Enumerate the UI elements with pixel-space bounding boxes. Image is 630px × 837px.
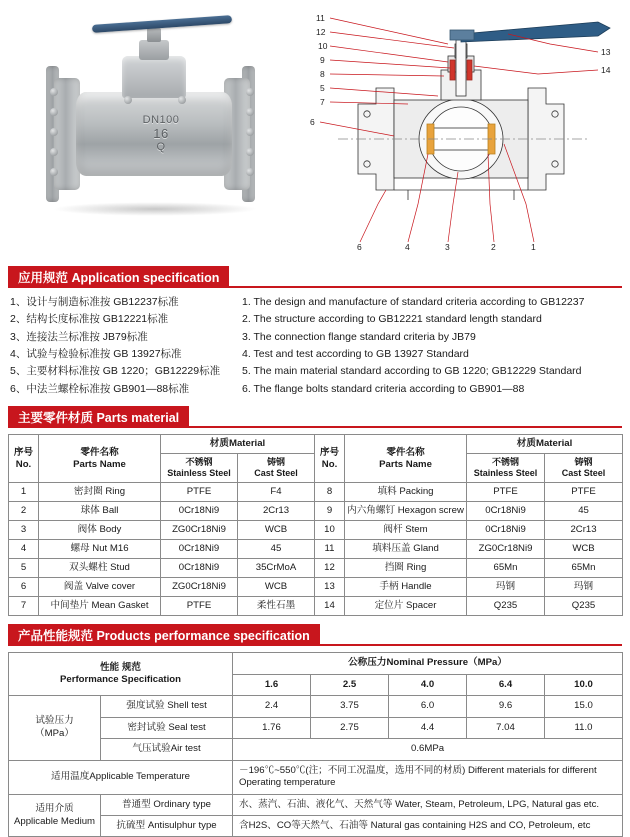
section-title-application: 应用规范 Application specification <box>8 266 229 288</box>
cell-no: 8 <box>315 483 345 502</box>
cell-no: 13 <box>315 578 345 597</box>
row-label-temperature: 适用温度Applicable Temperature <box>9 760 233 794</box>
svg-text:12: 12 <box>316 27 326 37</box>
cell-name: 中间垫片 Mean Gasket <box>39 597 161 616</box>
medium-type-antisulphur: 抗硫型 Antisulphur type <box>101 816 233 837</box>
list-item: 2. The structure according to GB12221 standard length standard <box>242 313 542 326</box>
table-row <box>9 717 623 738</box>
cell-cast: 2Cr13 <box>545 521 623 540</box>
svg-text:14: 14 <box>601 65 611 75</box>
table-row <box>9 794 623 815</box>
cell-name: 双头螺柱 Stud <box>39 559 161 578</box>
pressure-col-4: 6.4 <box>467 674 545 695</box>
list-item: 3、连接法兰标准按 JB79标准 <box>10 330 148 343</box>
medium-value-ordinary: 水、蒸汽、石油、液化气、天然气等 Water, Steam, Petroleum, LPG, Natural gas etc. <box>233 794 623 815</box>
pressure-col-5: 10.0 <box>545 674 623 695</box>
nominal-pressure-header: 公称压力Nominal Pressure（MPa） <box>233 653 623 674</box>
cell-value: 2.75 <box>311 717 389 738</box>
svg-text:4: 4 <box>405 242 410 252</box>
cell-temperature-value: －196℃~550℃(注；不同工况温度，选用不同的材质) Different materials for different Operating temperature <box>233 760 623 794</box>
cell-cast: 45 <box>238 540 315 559</box>
row-label-shell-test: 强度试验 Shell test <box>101 696 233 717</box>
cell-stainless: PTFE <box>161 597 238 616</box>
cell-stainless: ZG0Cr18Ni9 <box>161 578 238 597</box>
application-spec-body <box>10 294 620 398</box>
list-item: 3. The connection flange standard criteria by JB79 <box>242 330 476 343</box>
cutaway-svg <box>298 4 624 254</box>
cell-stainless: 0Cr18Ni9 <box>161 559 238 578</box>
table-row <box>9 483 623 502</box>
table-header-row <box>9 434 623 453</box>
cell-name: 阀盖 Valve cover <box>39 578 161 597</box>
cell-no: 2 <box>9 502 39 521</box>
list-item: 6. The flange bolts standard criteria according to GB901—88 <box>242 382 525 395</box>
cell-name: 手柄 Handle <box>345 578 467 597</box>
section-title-parts: 主要零件材质 Parts material <box>8 406 189 428</box>
cell-cast: 45 <box>545 502 623 521</box>
row-label-seal-test: 密封试验 Seal test <box>101 717 233 738</box>
table-row <box>9 760 623 794</box>
pressure-col-3: 4.0 <box>389 674 467 695</box>
svg-text:10: 10 <box>318 41 328 51</box>
cell-name: 挡圈 Ring <box>345 559 467 578</box>
cell-no: 5 <box>9 559 39 578</box>
performance-spec-header: 性能 规范 Performance Specification <box>9 653 233 696</box>
parts-material-table <box>8 434 623 616</box>
cell-no: 4 <box>9 540 39 559</box>
medium-value-antisulphur: 含H2S、CO等天然气、石油等 Natural gas containing H2S and CO, Petroleum, etc <box>233 816 623 837</box>
cell-value: 6.0 <box>389 696 467 717</box>
row-label-air-test: 气压试验Air test <box>101 739 233 760</box>
col-material-right: 材质Material <box>467 434 623 453</box>
cell-name: 填料压盖 Gland <box>345 540 467 559</box>
svg-text:11: 11 <box>316 13 325 23</box>
section-header-performance <box>8 624 622 646</box>
section-title-performance: 产品性能规范 Products performance specification <box>8 624 320 646</box>
section-header-parts <box>8 406 622 428</box>
cell-cast: 玛钢 <box>545 578 623 597</box>
cell-cast: 2Cr13 <box>238 502 315 521</box>
cell-name: 密封圈 Ring <box>39 483 161 502</box>
cell-stainless: ZG0Cr18Ni9 <box>161 521 238 540</box>
cell-stainless: 65Mn <box>467 559 545 578</box>
medium-type-ordinary: 普通型 Ordinary type <box>101 794 233 815</box>
cell-air-test-value: 0.6MPa <box>233 739 623 760</box>
application-spec-en-list <box>242 294 620 398</box>
cell-value: 1.76 <box>233 717 311 738</box>
cell-stainless: ZG0Cr18Ni9 <box>467 540 545 559</box>
list-item: 4. Test and test according to GB 13927 Standard <box>242 347 469 360</box>
svg-text:6: 6 <box>310 117 315 127</box>
cell-no: 9 <box>315 502 345 521</box>
table-row <box>9 540 623 559</box>
list-item: 5、主要材料标准按 GB 1220；GB12229标准 <box>10 365 221 378</box>
cell-value: 11.0 <box>545 717 623 738</box>
cell-cast: WCB <box>238 521 315 540</box>
table-row <box>9 739 623 760</box>
cell-cast: 柔性石墨 <box>238 597 315 616</box>
col-name-right: 零件名称 Parts Name <box>345 434 467 482</box>
svg-text:2: 2 <box>491 242 496 252</box>
table-row <box>9 597 623 616</box>
col-no-right: 序号 No. <box>315 434 345 482</box>
cell-name: 内六角螺钉 Hexagon screw <box>345 502 467 521</box>
cell-cast: F4 <box>238 483 315 502</box>
table-header-row <box>9 653 623 674</box>
svg-text:5: 5 <box>320 83 325 93</box>
col-name-left: 零件名称 Parts Name <box>39 434 161 482</box>
cell-stainless: 0Cr18Ni9 <box>467 502 545 521</box>
cell-value: 4.4 <box>389 717 467 738</box>
cell-cast: 35CrMoA <box>238 559 315 578</box>
ball-valve-cutaway-drawing <box>298 4 624 254</box>
col-cast-right: 铸钢 Cast Steel <box>545 453 623 483</box>
col-stainless-right: 不锈钢 Stainless Steel <box>467 453 545 483</box>
col-material-left: 材质Material <box>161 434 315 453</box>
cell-cast: PTFE <box>545 483 623 502</box>
cell-stainless: 0Cr18Ni9 <box>161 540 238 559</box>
cell-stainless: 玛钢 <box>467 578 545 597</box>
svg-text:3: 3 <box>445 242 450 252</box>
svg-text:1: 1 <box>531 242 536 252</box>
list-item: 6、中法兰螺栓标准按 GB901—88标准 <box>10 382 190 395</box>
list-item: 1、设计与制造标准按 GB12237标准 <box>10 296 179 308</box>
cell-value: 15.0 <box>545 696 623 717</box>
cell-stainless: 0Cr18Ni9 <box>161 502 238 521</box>
cell-name: 阀体 Body <box>39 521 161 540</box>
cell-stainless: PTFE <box>161 483 238 502</box>
pressure-col-1: 1.6 <box>233 674 311 695</box>
svg-text:9: 9 <box>320 55 325 65</box>
table-row <box>9 816 623 837</box>
svg-text:13: 13 <box>601 47 611 57</box>
cell-value: 7.04 <box>467 717 545 738</box>
svg-text:6: 6 <box>357 242 362 252</box>
cell-no: 1 <box>9 483 39 502</box>
svg-text:8: 8 <box>320 69 325 79</box>
cell-cast: Q235 <box>545 597 623 616</box>
cell-no: 10 <box>315 521 345 540</box>
cell-no: 7 <box>9 597 39 616</box>
cell-no: 12 <box>315 559 345 578</box>
cell-name: 阀杆 Stem <box>345 521 467 540</box>
col-stainless-left: 不锈钢 Stainless Steel <box>161 453 238 483</box>
cell-value: 9.6 <box>467 696 545 717</box>
list-item: 5. The main material standard according to GB 1220; GB12229 Standard <box>242 365 582 378</box>
cell-stainless: PTFE <box>467 483 545 502</box>
table-row <box>9 502 623 521</box>
ball-valve-photo <box>6 4 298 254</box>
cell-name: 球体 Ball <box>39 502 161 521</box>
table-row <box>9 559 623 578</box>
cell-cast: WCB <box>545 540 623 559</box>
cell-name: 定位片 Spacer <box>345 597 467 616</box>
cell-stainless: 0Cr18Ni9 <box>467 521 545 540</box>
cell-no: 11 <box>315 540 345 559</box>
photo-body-marking: DN100 16 Q <box>142 114 180 153</box>
cell-no: 3 <box>9 521 39 540</box>
cell-value: 2.4 <box>233 696 311 717</box>
list-item: 2、结构长度标准按 GB12221标准 <box>10 313 169 326</box>
cell-no: 6 <box>9 578 39 597</box>
figures-row <box>0 0 630 258</box>
testing-pressure-label: 试验压力 （MPa） <box>9 696 101 760</box>
cell-no: 14 <box>315 597 345 616</box>
pressure-col-2: 2.5 <box>311 674 389 695</box>
svg-text:7: 7 <box>320 97 325 107</box>
cell-name: 螺母 Nut M16 <box>39 540 161 559</box>
performance-table <box>8 652 623 837</box>
table-row <box>9 521 623 540</box>
cell-cast: 65Mn <box>545 559 623 578</box>
section-header-application <box>8 266 622 288</box>
cell-name: 填料 Packing <box>345 483 467 502</box>
list-item: 4、试验与检验标准按 GB 13927标准 <box>10 347 182 360</box>
cell-stainless: Q235 <box>467 597 545 616</box>
list-item: 1. The design and manufacture of standard criteria according to GB12237 <box>242 296 585 308</box>
applicable-medium-label: 适用介质 Applicable Medium <box>9 794 101 837</box>
col-cast-left: 铸钢 Cast Steel <box>238 453 315 483</box>
cell-cast: WCB <box>238 578 315 597</box>
cell-value: 3.75 <box>311 696 389 717</box>
col-no-left: 序号 No. <box>9 434 39 482</box>
table-row <box>9 578 623 597</box>
application-spec-cn-list <box>10 294 242 398</box>
table-row <box>9 696 623 717</box>
